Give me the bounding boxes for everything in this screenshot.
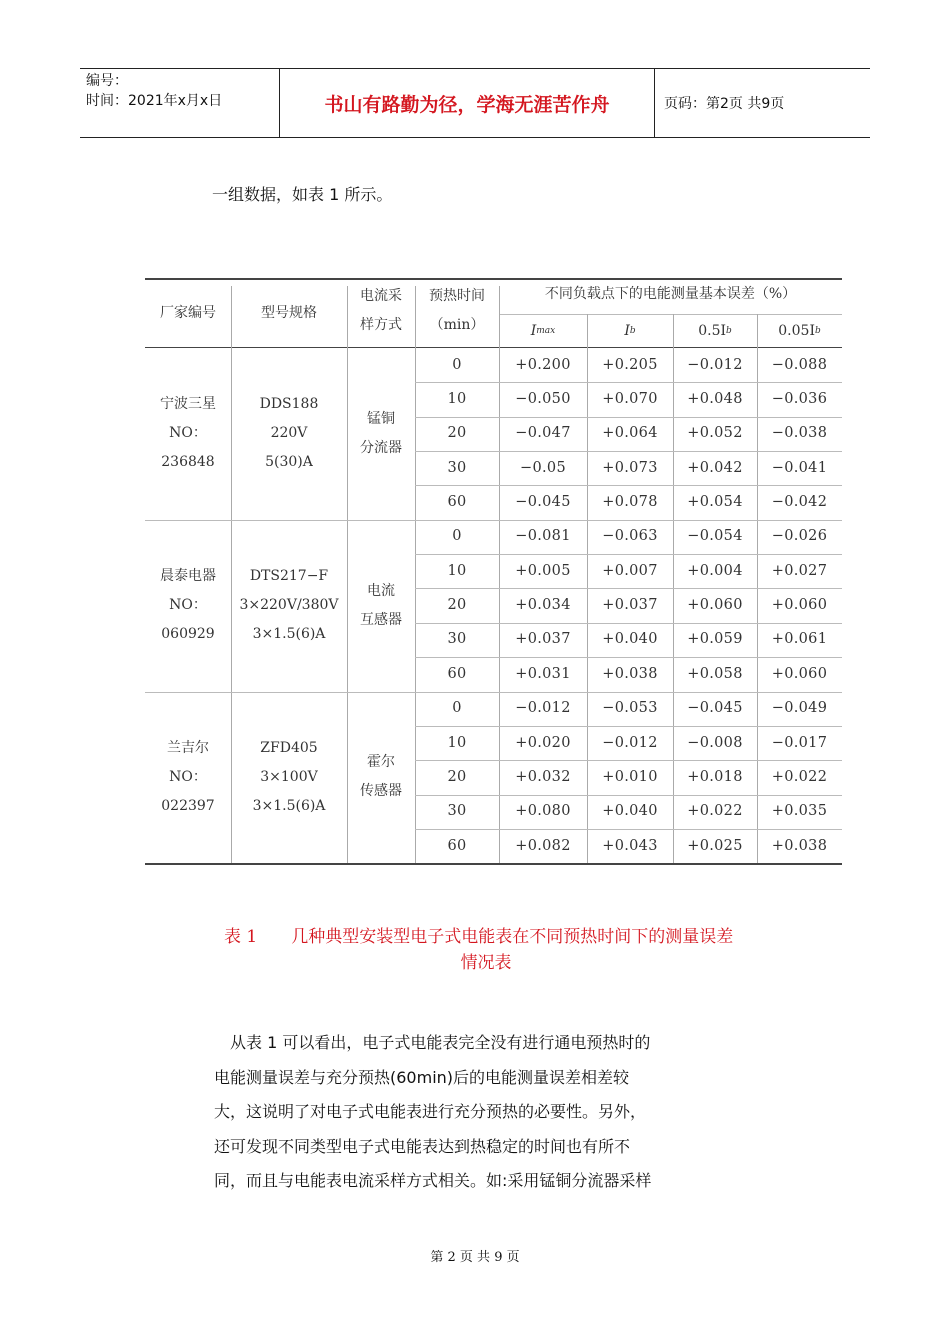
table-cell: −0.050 — [515, 391, 571, 408]
group-model — [231, 348, 347, 520]
header-symbol: 0.05I — [778, 322, 815, 339]
doc-code-label: 编号： — [86, 73, 128, 89]
cell-line: （min） — [429, 317, 485, 333]
cell-line: 晨泰电器 — [160, 568, 216, 585]
table-cell: −0.041 — [771, 459, 828, 476]
table-cell: 20 — [447, 768, 467, 785]
body-line: 还可发现不同类型电子式电能表达到热稳定的时间也有所不 — [214, 1136, 631, 1156]
table-cell: −0.088 — [771, 356, 828, 373]
table-cell: +0.022 — [687, 803, 743, 820]
body-line: 大，这说明了对电子式电能表进行充分预热的必要性。另外， — [214, 1102, 647, 1121]
header-page-label: 页码：第2页 共9页 — [664, 96, 785, 112]
table-cell: −0.05 — [520, 459, 566, 476]
cell-line: 锰铜 — [367, 410, 395, 427]
table-cell: +0.048 — [687, 391, 743, 408]
table-cell: −0.042 — [771, 494, 828, 511]
table-cell: +0.042 — [687, 459, 743, 476]
group-model — [231, 692, 347, 864]
table-cell: +0.078 — [602, 494, 658, 511]
table-cell: 0 — [452, 700, 462, 717]
table-cell: −0.012 — [515, 700, 571, 717]
header-meta — [80, 69, 280, 137]
cell-line: 5(30)A — [265, 454, 313, 471]
table-cell: +0.004 — [687, 562, 743, 579]
header-subscript: b — [726, 325, 732, 336]
table-cell: +0.025 — [687, 837, 743, 854]
table-cell: 60 — [447, 665, 467, 682]
table-cell: −0.026 — [771, 528, 828, 545]
table-cell: 20 — [447, 597, 467, 614]
table-cell: −0.038 — [771, 425, 828, 442]
cell-line: 宁波三星 — [160, 396, 216, 413]
table-cell: +0.035 — [771, 803, 828, 820]
data-table — [145, 278, 842, 864]
cell-line: 3×100V — [260, 768, 318, 785]
table-cell: −0.063 — [602, 528, 658, 545]
table-cell: +0.031 — [515, 665, 571, 682]
cell-line: 分流器 — [360, 439, 402, 456]
table-cell: +0.032 — [515, 768, 571, 785]
table-cell: +0.080 — [515, 803, 571, 820]
table-cell: +0.038 — [771, 837, 828, 854]
table-cell: +0.060 — [687, 597, 743, 614]
header-preheat — [415, 280, 499, 342]
cell-line: NO：022397 — [161, 768, 215, 814]
table-cell: +0.061 — [771, 631, 828, 648]
table-cell: +0.038 — [602, 665, 658, 682]
cell-line: NO：060929 — [161, 597, 215, 643]
cell-line: 兰吉尔 — [167, 739, 209, 756]
cell-line: 霍尔 — [367, 754, 395, 771]
header-motto: 书山有路勤为径，学海无涯苦作舟 — [280, 69, 655, 137]
cell-line: 220V — [270, 425, 308, 442]
table-cell: −0.053 — [602, 700, 658, 717]
body-line: 同，而且与电能表电流采样方式相关。如:采用锰铜分流器采样 — [214, 1171, 652, 1190]
group-maker — [145, 520, 231, 692]
table-cell: 30 — [447, 631, 467, 648]
table-cell: +0.043 — [602, 837, 658, 854]
cell-line: DTS217−F — [249, 568, 329, 585]
header-symbol: 0.5I — [698, 322, 727, 339]
header-subscript: b — [814, 325, 821, 336]
cell-line: 样方式 — [360, 317, 402, 333]
table-cell: −0.008 — [687, 734, 743, 751]
cell-line: 电流 — [367, 582, 395, 599]
table-cell: 60 — [447, 494, 467, 511]
table-cell: +0.054 — [687, 494, 743, 511]
header-load-0 — [499, 314, 587, 348]
table-cell: 10 — [447, 734, 467, 751]
caption-line-2: 情况表 — [460, 953, 512, 973]
header-symbol: I — [624, 322, 630, 339]
table-cell: +0.027 — [771, 562, 828, 579]
header-sampling — [347, 280, 415, 342]
table-caption — [224, 924, 814, 976]
body-paragraph — [214, 1026, 754, 1199]
cell-line: DDS188 — [259, 396, 319, 413]
header-error-group: 不同负载点下的电能测量基本误差（%） — [544, 285, 797, 302]
header-symbol: I — [530, 322, 537, 339]
table-cell: +0.064 — [602, 425, 658, 442]
table-cell: −0.012 — [602, 734, 658, 751]
table-cell: +0.020 — [515, 734, 571, 751]
table-cell: +0.070 — [602, 391, 658, 408]
table-cell: 20 — [447, 425, 467, 442]
table-cell: +0.073 — [602, 459, 658, 476]
table-cell: −0.017 — [771, 734, 828, 751]
cell-line: 互感器 — [360, 611, 402, 628]
page-header — [80, 68, 870, 138]
group-sampling — [347, 348, 415, 520]
table-cell: +0.059 — [687, 631, 743, 648]
table-cell: +0.052 — [687, 425, 743, 442]
table-cell: 30 — [447, 459, 467, 476]
caption-line-1: 表 1 几种典型安装型电子式电能表在不同预热时间下的测量误差 — [224, 927, 734, 947]
table-cell: −0.045 — [687, 700, 743, 717]
header-manufacturer: 厂家编号 — [160, 304, 216, 321]
table-cell: −0.054 — [687, 528, 743, 545]
table-cell: +0.205 — [602, 356, 658, 373]
table-cell: 10 — [447, 391, 467, 408]
table-cell: +0.005 — [515, 562, 571, 579]
table-bottom-rule — [145, 863, 842, 865]
group-maker — [145, 348, 231, 520]
table-cell: 60 — [447, 837, 467, 854]
header-load-1 — [587, 314, 673, 348]
body-line: 从表 1 可以看出，电子式电能表完全没有进行通电预热时的 — [214, 1033, 651, 1052]
cell-line: 3×1.5(6)A — [252, 797, 326, 814]
table-cell: +0.060 — [771, 665, 828, 682]
table-cell: −0.049 — [771, 700, 828, 717]
table-cell: +0.037 — [515, 631, 571, 648]
intro-text: 一组数据，如表 1 所示。 — [212, 185, 393, 204]
table-cell: +0.034 — [515, 597, 571, 614]
group-maker — [145, 692, 231, 864]
table-cell: −0.012 — [687, 356, 743, 373]
table-cell: +0.040 — [602, 631, 658, 648]
cell-line: ZFD405 — [260, 739, 318, 756]
table-cell: 30 — [447, 803, 467, 820]
cell-line: 3×220V/380V — [239, 597, 339, 614]
page-footer: 第 2 页 共 9 页 — [430, 1250, 520, 1265]
header-subscript: b — [629, 325, 636, 336]
table-cell: +0.040 — [602, 803, 658, 820]
table-cell: 0 — [452, 356, 462, 373]
table-cell: +0.010 — [602, 768, 658, 785]
table-cell: −0.036 — [771, 391, 828, 408]
group-sampling — [347, 520, 415, 692]
table-cell: +0.022 — [771, 768, 828, 785]
table-cell: +0.060 — [771, 597, 828, 614]
doc-time-label: 时间：2021年x月x日 — [86, 93, 223, 109]
table-cell: +0.018 — [687, 768, 743, 785]
cell-line: 电流采 — [360, 288, 402, 304]
cell-line: NO：236848 — [161, 425, 215, 471]
table-cell: −0.047 — [515, 425, 571, 442]
table-cell: 0 — [452, 528, 462, 545]
header-model: 型号规格 — [261, 304, 317, 321]
cell-line: 3×1.5(6)A — [252, 626, 326, 643]
table-cell: −0.045 — [515, 494, 571, 511]
header-subscript: max — [536, 325, 556, 336]
header-load-3 — [757, 314, 842, 348]
cell-line: 传感器 — [360, 783, 402, 800]
group-model — [231, 520, 347, 692]
table-cell: +0.200 — [515, 356, 571, 373]
cell-line: 预热时间 — [429, 288, 485, 304]
table-cell: +0.082 — [515, 837, 571, 854]
table-cell: −0.081 — [515, 528, 571, 545]
group-sampling — [347, 692, 415, 864]
header-load-2 — [673, 314, 757, 348]
table-cell: +0.007 — [602, 562, 658, 579]
table-cell: 10 — [447, 562, 467, 579]
table-cell: +0.058 — [687, 665, 743, 682]
table-cell: +0.037 — [602, 597, 658, 614]
body-line: 电能测量误差与充分预热(60min)后的电能测量误差相差较 — [214, 1067, 630, 1087]
